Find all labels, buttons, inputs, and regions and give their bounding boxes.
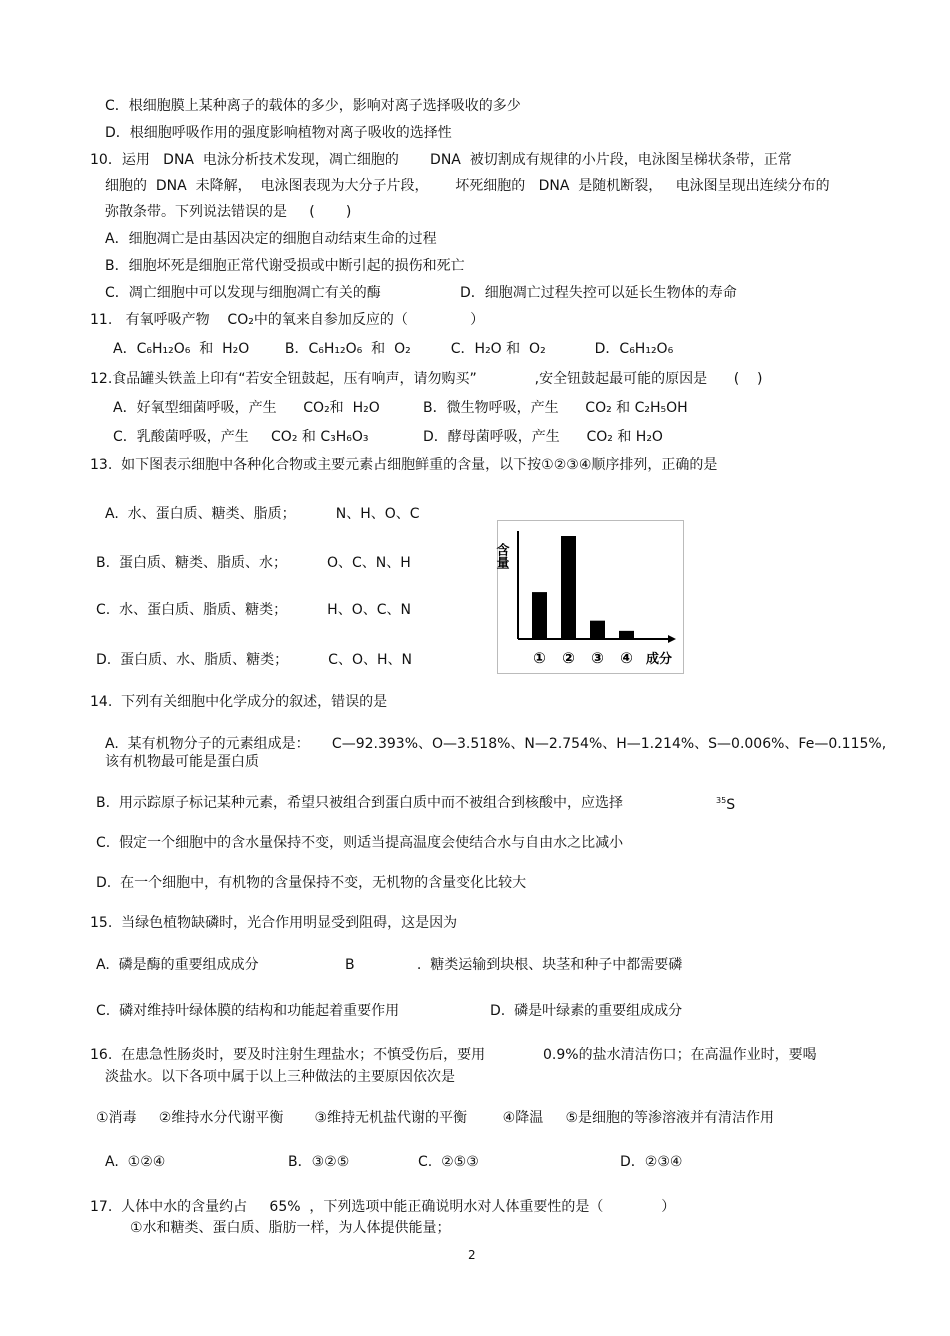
q12-option-d: D．酵母菌呼吸，产生 CO₂ 和 H₂O bbox=[423, 429, 663, 445]
category-label-4: ④ bbox=[620, 649, 633, 667]
isotope-element: S bbox=[726, 797, 736, 813]
q16-option-c: C. ②⑤③ bbox=[418, 1154, 479, 1170]
q14-option-a-line2: 该有机物最可能是蛋白质 bbox=[105, 754, 259, 770]
q12-option-a: A．好氧型细菌呼吸，产生 CO₂和 H₂O bbox=[113, 400, 380, 416]
q13-option-d: D. 蛋白质、水、脂质、糖类； C、O、H、N bbox=[96, 652, 412, 668]
q13-option-c: C. 水、蛋白质、脂质、糖类； H、O、C、N bbox=[96, 602, 411, 618]
q11-options: A．C₆H₁₂O₆ 和 H₂O B．C₆H₁₂O₆ 和 O₂ C．H₂O 和 O₂ D．C₆H₁₂O₆ bbox=[113, 341, 674, 357]
q13-chart-svg bbox=[493, 521, 683, 673]
q10-stem-line3: 弥散条带。下列说法错误的是 ( ) bbox=[105, 204, 352, 220]
q13-option-a: A. 水、蛋白质、糖类、脂质； N、H、O、C bbox=[105, 506, 420, 522]
q10-option-d: D．细胞凋亡过程失控可以延长生物体的寿命 bbox=[460, 285, 737, 301]
q13-bar-chart bbox=[493, 520, 684, 674]
bar-3 bbox=[590, 621, 605, 638]
q17-item-1: ①水和糖类、蛋白质、脂肪一样，为人体提供能量； bbox=[130, 1220, 451, 1236]
bar-2 bbox=[561, 536, 576, 638]
q10-option-c: C．凋亡细胞中可以发现与细胞凋亡有关的酶 bbox=[105, 285, 381, 301]
y-axis-label: 含量 bbox=[493, 543, 509, 569]
q15-stem: 15. 当绿色植物缺磷时，光合作用明显受到阻碍，这是因为 bbox=[90, 915, 458, 931]
x-axis-label: 成分 bbox=[646, 652, 673, 667]
category-label-1: ① bbox=[533, 649, 546, 667]
q14-stem: 14. 下列有关细胞中化学成分的叙述，错误的是 bbox=[90, 694, 388, 710]
q14-option-b: B. 用示踪原子标记某种元素，希望只被组合到蛋白质中而不被组合到核酸中，应选择 bbox=[96, 795, 623, 811]
q16-stem-line2: 淡盐水。以下各项中属于以上三种做法的主要原因依次是 bbox=[105, 1069, 455, 1085]
q15-option-a: A. 磷是酶的重要组成成分 bbox=[96, 957, 259, 973]
q14-option-d: D. 在一个细胞中，有机物的含量保持不变，无机物的含量变化比较大 bbox=[96, 875, 527, 891]
q10-stem-line1: 10．运用 DNA 电泳分析技术发现，凋亡细胞的 DNA 被切割成有规律的小片段，电泳图呈梯状条带，正常 bbox=[90, 152, 792, 168]
q17-stem: 17. 人体中水的含量约占 65% ，下列选项中能正确说明水对人体重要性的是（ ） bbox=[90, 1199, 676, 1215]
q14-option-a-line1: A. 某有机物分子的元素组成是： C—92.393%、O—3.518%、N—2.754%、H—1.214%、S—0.006%、Fe—0.115%, bbox=[105, 736, 887, 752]
q16-items: ①消毒 ②维持水分代谢平衡 ③维持无机盐代谢的平衡 ④降温 ⑤是细胞的等渗溶液并有清洁作用 bbox=[96, 1110, 775, 1126]
q16-option-d: D．②③④ bbox=[620, 1154, 683, 1170]
q12-option-b: B．微生物呼吸，产生 CO₂ 和 C₂H₅OH bbox=[423, 400, 688, 416]
q9-option-d: D．根细胞呼吸作用的强度影响植物对离子吸收的选择性 bbox=[105, 125, 452, 141]
q15-option-b: B . 糖类运输到块根、块茎和种子中都需要磷 bbox=[345, 957, 683, 973]
q16-option-b: B．③②⑤ bbox=[288, 1154, 350, 1170]
page-number: 2 bbox=[468, 1248, 476, 1262]
x-axis-arrow bbox=[668, 635, 676, 643]
q13-stem: 13. 如下图表示细胞中各种化合物或主要元素占细胞鲜重的含量，以下按①②③④顺序排列，正确的是 bbox=[90, 457, 718, 473]
isotope-mass-number: 35 bbox=[716, 796, 727, 805]
q10-option-a: A．细胞凋亡是由基因决定的细胞自动结束生命的过程 bbox=[105, 231, 437, 247]
q15-option-d: D. 磷是叶绿素的重要组成成分 bbox=[490, 1003, 683, 1019]
q14-option-c: C. 假定一个细胞中的含水量保持不变，则适当提高温度会使结合水与自由水之比减小 bbox=[96, 835, 624, 851]
q12-stem: 12.食品罐头铁盖上印有“若安全钮鼓起，压有响声，请勿购买” ,安全钮鼓起最可能的原因是 ( ) bbox=[90, 371, 763, 387]
q16-stem-line1: 16. 在患急性肠炎时，要及时注射生理盐水；不慎受伤后，要用 0.9%的盐水清洁伤口；在高温作业时，要喝 bbox=[90, 1047, 817, 1063]
category-label-3: ③ bbox=[591, 649, 604, 667]
bar-4 bbox=[619, 631, 634, 638]
q13-option-b: B. 蛋白质、糖类、脂质、水； O、C、N、H bbox=[96, 555, 411, 571]
bar-1 bbox=[532, 592, 547, 638]
q12-option-c: C．乳酸菌呼吸，产生 CO₂ 和 C₃H₆O₃ bbox=[113, 429, 369, 445]
q9-option-c: C．根细胞膜上某种离子的载体的多少，影响对离子选择吸收的多少 bbox=[105, 98, 521, 114]
q10-stem-line2: 细胞的 DNA 未降解， 电泳图表现为大分子片段， 坏死细胞的 DNA 是随机断裂， 电泳图呈现出连续分布的 bbox=[105, 178, 830, 194]
q11-stem: 11. 有氧呼吸产物 CO₂中的氧来自参加反应的（ ） bbox=[90, 312, 485, 328]
category-label-2: ② bbox=[562, 649, 575, 667]
q15-option-c: C. 磷对维持叶绿体膜的结构和功能起着重要作用 bbox=[96, 1003, 400, 1019]
q14-option-b-isotope bbox=[716, 792, 735, 814]
q10-option-b: B．细胞坏死是细胞正常代谢受损或中断引起的损伤和死亡 bbox=[105, 258, 465, 274]
q16-option-a: A. ①②④ bbox=[105, 1154, 166, 1170]
